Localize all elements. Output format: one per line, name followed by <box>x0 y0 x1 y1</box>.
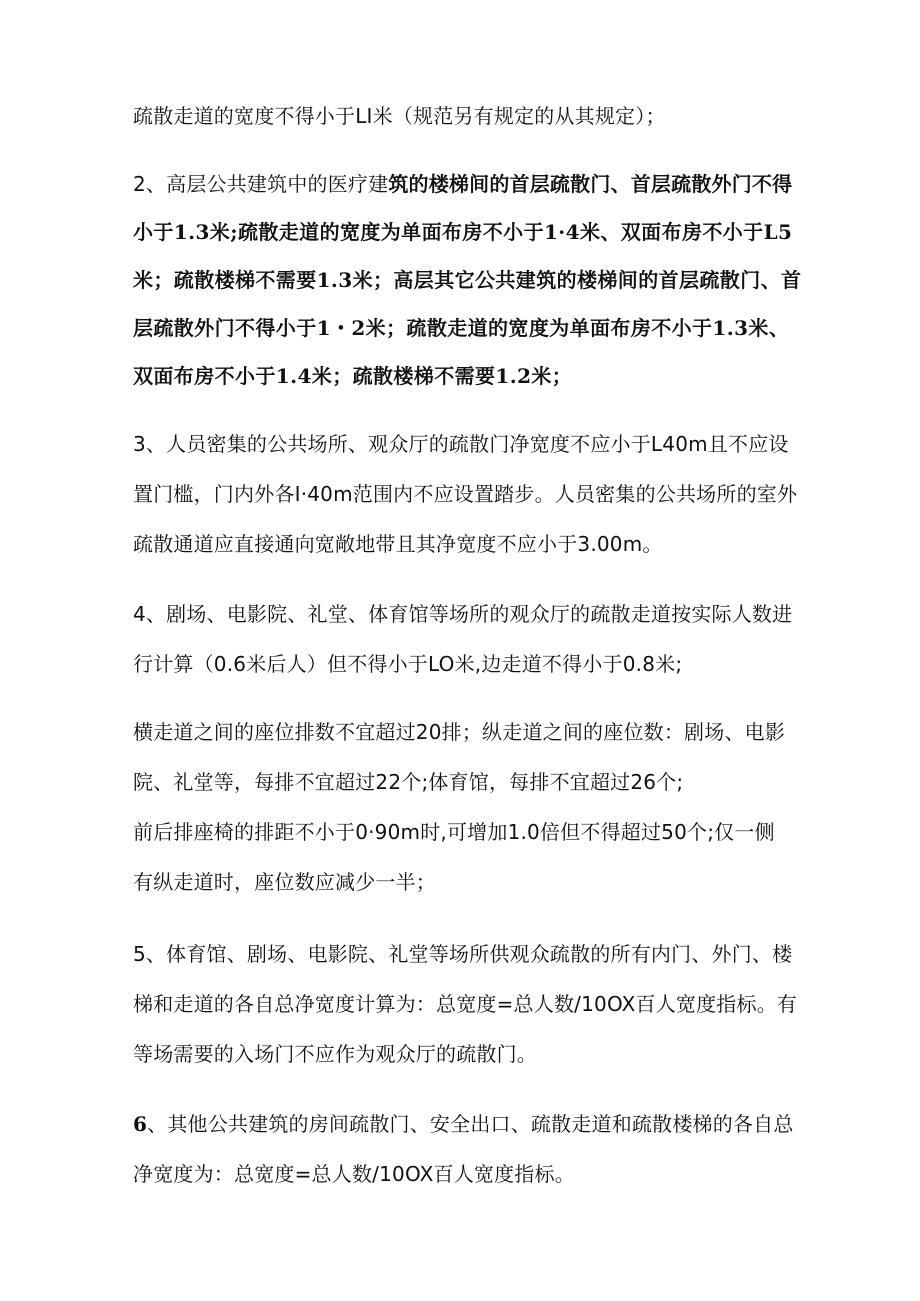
item-2-line-5: 双面布房不小于1.4米；疏散楼梯不需要1.2米； <box>133 364 573 388</box>
item-2-line-1-regular: 2、高层公共建筑中的医疗建 <box>133 172 389 196</box>
seats-line-2: 院、礼堂等，每排不宜超过22个;体育馆，每排不宜超过26个; <box>133 770 684 794</box>
intro-line-1: 疏散走道的宽度不得小于LI米（规范另有规定的从其规定）； <box>133 104 666 128</box>
seats-line-1: 横走道之间的座位排数不宜超过20排；纵走道之间的座位数：剧场、电影 <box>133 720 786 744</box>
item-2-line-1-bold: 筑的楼梯间的首层疏散门、首层疏散外门不得 <box>388 172 793 196</box>
item-5-line-1: 5、体育馆、剧场、电影院、礼堂等场所供观众疏散的所有内门、外门、楼 <box>133 942 793 966</box>
item-3-line-1: 3、人员密集的公共场所、观众厅的疏散门净宽度不应小于L40m且不应设 <box>133 432 789 456</box>
item-2-line-4: 层疏散外门不得小于1・2米；疏散走道的宽度为单面布房不小于1.3米、 <box>133 316 790 340</box>
item-4-line-1: 4、剧场、电影院、礼堂、体育馆等场所的观众厅的疏散走道按实际人数进 <box>133 602 793 626</box>
item-2-line-1 <box>133 170 813 198</box>
item-6-line-2: 净宽度为：总宽度=总人数/10OX百人宽度指标。 <box>133 1162 575 1186</box>
item-4-line-2: 行计算（0.6米后人）但不得小于LO米,边走道不得小于0.8米; <box>133 652 683 676</box>
seats-line-4: 有纵走道时，座位数应减少一半； <box>133 870 436 894</box>
item-6-line-1-text: 、其他公共建筑的房间疏散门、安全出口、疏散走道和疏散楼梯的各自总 <box>147 1112 794 1136</box>
item-6-line-1 <box>133 1110 813 1138</box>
item-5-line-2: 梯和走道的各自总净宽度计算为：总宽度=总人数/10OX百人宽度指标。有 <box>133 992 798 1016</box>
seats-line-3: 前后排座椅的排距不小于0·90m时,可增加1.0倍但不得超过50个;仅一侧 <box>133 820 775 844</box>
item-2-line-3: 米；疏散楼梯不需要1.3米；高层其它公共建筑的楼梯间的首层疏散门、首 <box>133 268 802 292</box>
item-3-line-2: 置门槛，门内外各I·40m范围内不应设置踏步。人员密集的公共场所的室外 <box>133 482 798 506</box>
item-6-number: 6 <box>133 1112 148 1136</box>
item-2-line-2: 小于1.3米;疏散走道的宽度为单面布房不小于1·4米、双面布房不小于L5 <box>133 220 793 244</box>
item-3-line-3: 疏散通道应直接通向宽敞地带且其净宽度不应小于3.00m。 <box>133 532 663 556</box>
item-5-line-3: 等场需要的入场门不应作为观众厅的疏散门。 <box>133 1042 537 1066</box>
